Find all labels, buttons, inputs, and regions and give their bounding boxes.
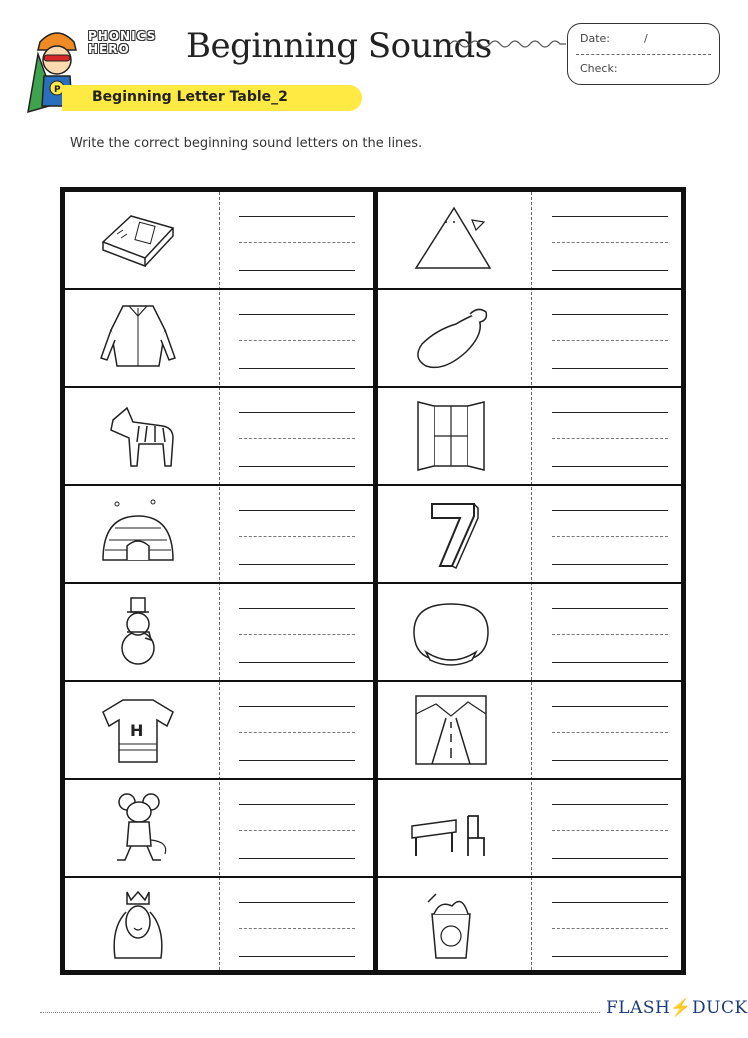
lightning-bolt-icon: ⚡ — [670, 998, 693, 1018]
igloo-icon — [93, 496, 183, 572]
coat-icon — [93, 300, 183, 376]
desk-chair-icon — [406, 790, 496, 866]
svg-text:H: H — [130, 721, 144, 740]
worksheet-row — [378, 682, 678, 778]
worksheet-row — [378, 388, 678, 484]
answer-writing-lines[interactable] — [552, 608, 668, 664]
answer-writing-lines[interactable] — [552, 314, 668, 370]
answer-writing-lines[interactable] — [239, 706, 355, 762]
worksheet-row — [378, 584, 678, 680]
book-icon — [93, 202, 183, 278]
yogurt-icon — [406, 888, 496, 964]
instructions: Write the correct beginning sound letters on the lines. — [70, 136, 423, 151]
snowman-icon — [93, 594, 183, 670]
zebra-icon — [93, 398, 183, 474]
check-label: Check: — [580, 62, 618, 75]
answer-writing-lines[interactable] — [239, 412, 355, 468]
answer-writing-lines[interactable] — [552, 216, 668, 272]
worksheet-row — [378, 192, 678, 288]
worksheet-row — [65, 486, 365, 582]
answer-writing-lines[interactable] — [552, 804, 668, 860]
queen-icon — [93, 888, 183, 964]
nacho-chip-icon — [406, 202, 496, 278]
answer-writing-lines[interactable] — [239, 902, 355, 958]
squiggle-decoration — [450, 36, 566, 52]
answer-writing-lines[interactable] — [239, 216, 355, 272]
worksheet-row — [65, 290, 365, 386]
footer-divider — [40, 1012, 600, 1013]
eggplant-icon — [406, 300, 496, 376]
worksheet-row — [65, 192, 365, 288]
worksheet-row — [65, 878, 365, 974]
window-icon — [406, 398, 496, 474]
worksheet-row — [378, 486, 678, 582]
mouse-icon — [93, 790, 183, 866]
answer-writing-lines[interactable] — [552, 412, 668, 468]
brand-wordmark: PHONICS HERO — [88, 29, 157, 56]
answer-writing-lines[interactable] — [552, 510, 668, 566]
number-seven-icon — [406, 496, 496, 572]
page-title: Beginning Sounds — [186, 26, 492, 66]
worksheet-row — [65, 388, 365, 484]
worksheet-row — [378, 290, 678, 386]
answer-writing-lines[interactable] — [552, 902, 668, 958]
answer-writing-lines[interactable] — [239, 804, 355, 860]
date-check-box — [567, 23, 720, 85]
answer-writing-lines[interactable] — [239, 510, 355, 566]
worksheet-row — [65, 682, 365, 778]
worksheet-row — [378, 780, 678, 876]
flashduck-logo: FLASH⚡DUCK — [606, 998, 748, 1018]
worksheet-row — [65, 780, 365, 876]
info-divider — [576, 54, 711, 55]
date-separator: / — [644, 32, 648, 45]
hockey-jersey-icon — [93, 692, 183, 768]
worksheet-grid — [60, 187, 686, 975]
answer-writing-lines[interactable] — [239, 314, 355, 370]
nut-icon — [406, 594, 496, 670]
worksheet-subtitle: Beginning Letter Table_2 — [92, 89, 288, 105]
answer-writing-lines[interactable] — [239, 608, 355, 664]
date-label: Date: — [580, 32, 610, 45]
road-icon — [406, 692, 496, 768]
worksheet-row — [378, 878, 678, 974]
worksheet-row — [65, 584, 365, 680]
answer-writing-lines[interactable] — [552, 706, 668, 762]
svg-text:P: P — [54, 85, 61, 95]
